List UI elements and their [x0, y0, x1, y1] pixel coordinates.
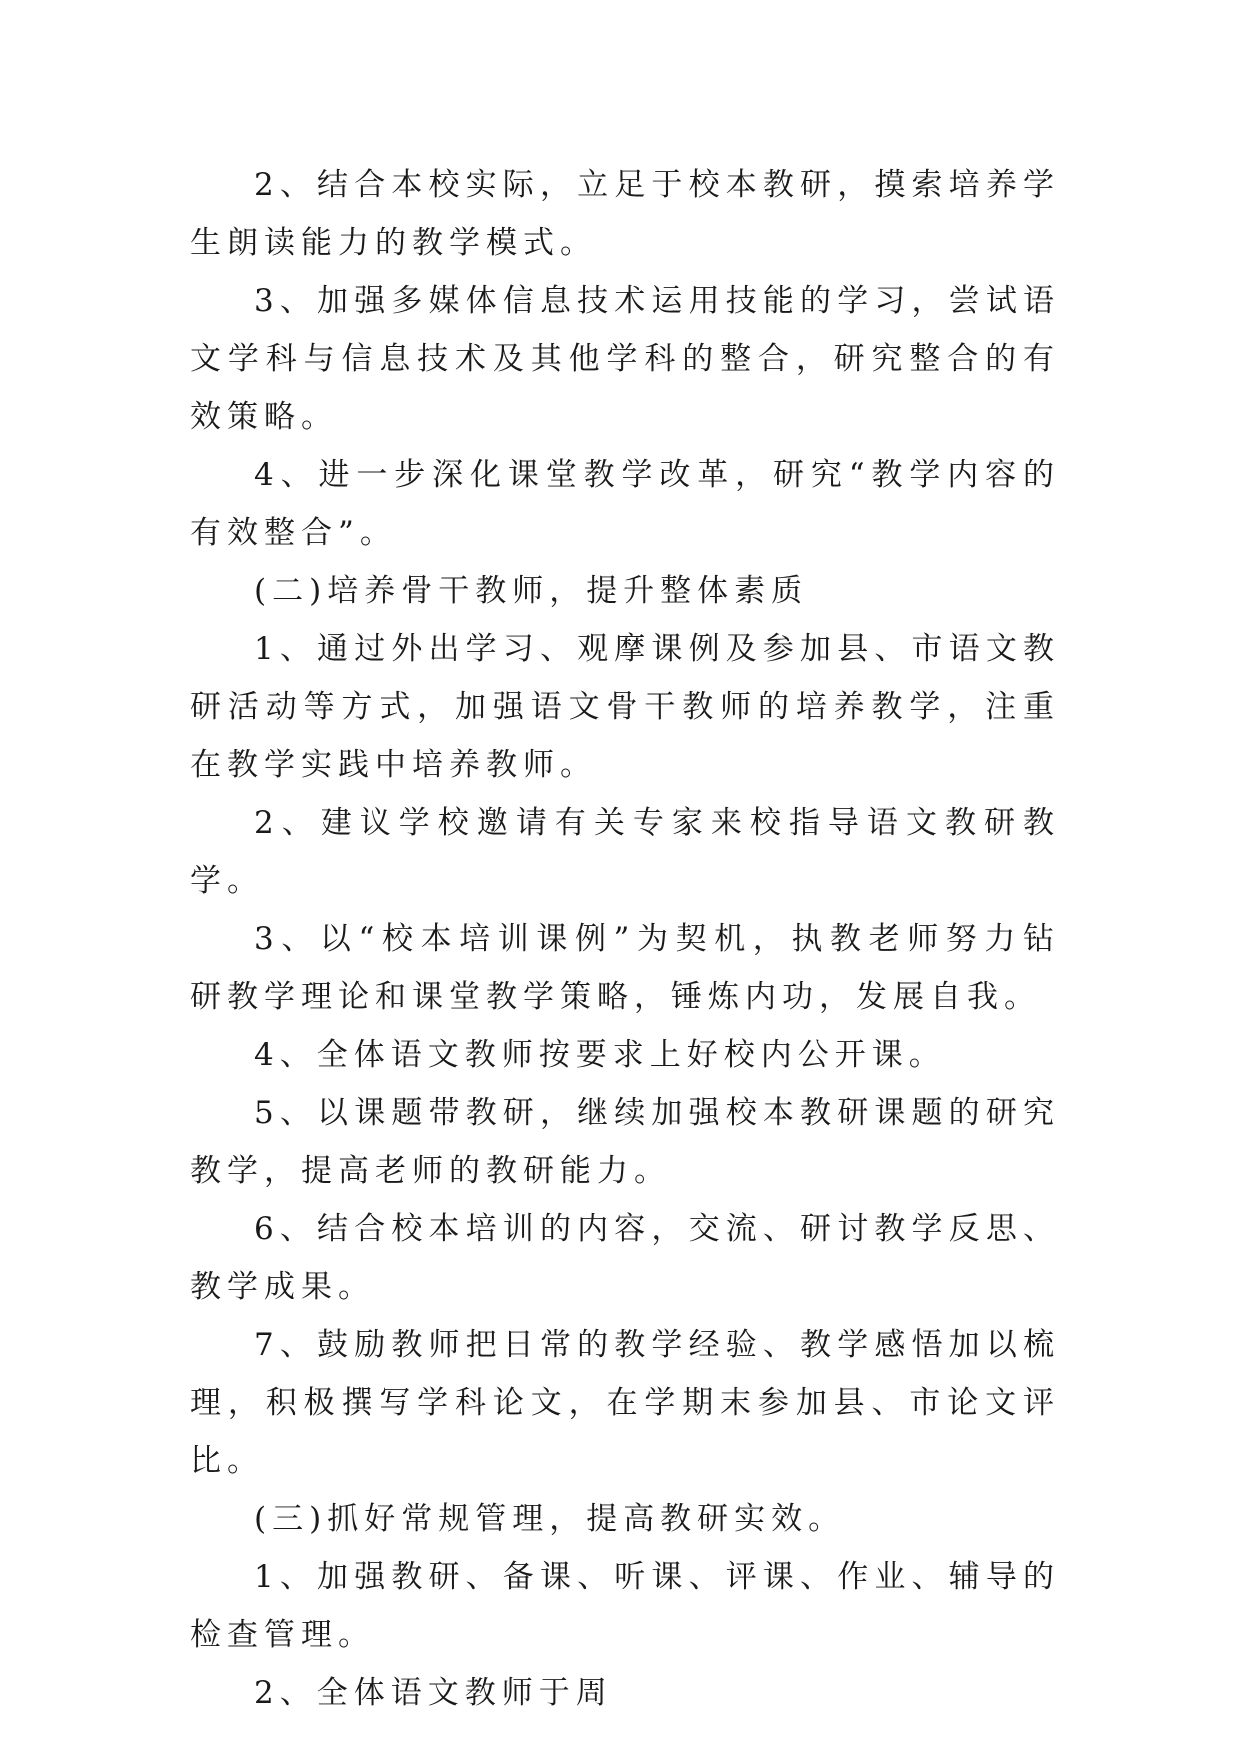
paragraph-item-2b: 2、建议学校邀请有关专家来校指导语文教研教学。 — [190, 805, 1060, 899]
paragraph-item-6: 6、结合校本培训的内容，交流、研讨教学反思、教学成果。 — [190, 1211, 1060, 1305]
section-heading-3: (三)抓好常规管理，提高教研实效。 — [254, 1501, 846, 1537]
paragraph-item-7: 7、鼓励教师把日常的教学经验、教学感悟加以梳理，积极撰写学科论文，在学期末参加县、市论文评比。 — [190, 1327, 1060, 1479]
paragraph-item-1c: 1、加强教研、备课、听课、评课、作业、辅导的检查管理。 — [190, 1559, 1060, 1653]
section-heading-2: (二)培养骨干教师，提升整体素质 — [254, 573, 809, 609]
paragraph-item-5: 5、以课题带教研，继续加强校本教研课题的研究教学，提高老师的教研能力。 — [190, 1095, 1060, 1189]
paragraph-item-2c: 2、全体语文教师于周 — [254, 1675, 613, 1711]
paragraph-item-3b: 3、以“校本培训课例”为契机，执教老师努力钻研教学理论和课堂教学策略，锤炼内功，发展自我。 — [190, 921, 1060, 1015]
paragraph-item-1: 1、通过外出学习、观摩课例及参加县、市语文教研活动等方式，加强语文骨干教师的培养教学，注重在教学实践中培养教师。 — [190, 631, 1060, 783]
paragraph-item-4b: 4、全体语文教师按要求上好校内公开课。 — [254, 1037, 946, 1073]
paragraph-item-3: 3、加强多媒体信息技术运用技能的学习，尝试语文学科与信息技术及其他学科的整合，研究整合的有效策略。 — [190, 283, 1060, 435]
document-page — [190, 156, 1060, 1722]
paragraph-item-2: 2、结合本校实际，立足于校本教研，摸索培养学生朗读能力的教学模式。 — [190, 167, 1060, 261]
paragraph-item-4: 4、进一步深化课堂教学改革，研究“教学内容的有效整合”。 — [190, 457, 1060, 551]
